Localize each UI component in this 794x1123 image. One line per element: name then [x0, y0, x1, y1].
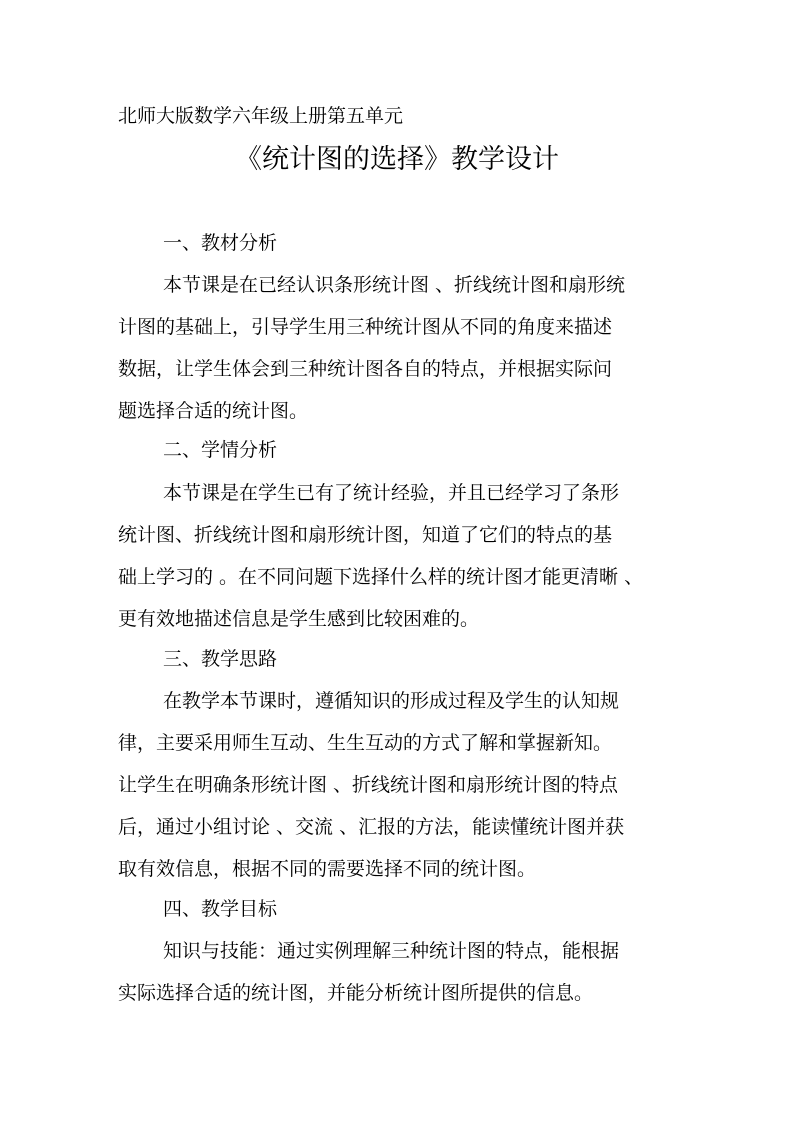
- paragraph-line: 题选择合适的统计图。: [118, 400, 309, 422]
- paragraph-line: 律，主要采用师生互动、生生互动的方式了解和掌握新知。: [118, 732, 613, 754]
- paragraph-line: 数据，让学生体会到三种统计图各自的特点，并根据实际问: [118, 358, 613, 380]
- paragraph-line: 本节课是在已经认识条形统计图 、折线统计图和扇形统: [163, 274, 626, 296]
- paragraph-line: 在教学本节课时，遵循知识的形成过程及学生的认知规: [163, 690, 620, 712]
- paragraph-line: 知识与技能：通过实例理解三种统计图的特点，能根据: [163, 940, 620, 962]
- document-title: 《统计图的选择》教学设计: [235, 144, 559, 175]
- section-heading-teaching-objectives: 四、教学目标: [163, 898, 278, 920]
- section-heading-student-analysis: 二、学情分析: [163, 439, 278, 461]
- paragraph-line: 统计图、折线统计图和扇形统计图，知道了它们的特点的基: [118, 524, 613, 546]
- paragraph-line: 础上学习的 。在不同问题下选择什么样的统计图才能更清晰 、: [118, 566, 644, 588]
- paragraph-line: 计图的基础上，引导学生用三种统计图从不同的角度来描述: [118, 316, 613, 338]
- paragraph-line: 让学生在明确条形统计图 、折线统计图和扇形统计图的特点: [118, 774, 619, 796]
- section-heading-textbook-analysis: 一、教材分析: [163, 232, 278, 254]
- paragraph-line: 后，通过小组讨论 、交流 、汇报的方法，能读懂统计图并获: [118, 816, 625, 838]
- document-subtitle: 北师大版数学六年级上册第五单元: [118, 105, 404, 127]
- paragraph-line: 取有效信息，根据不同的需要选择不同的统计图。: [118, 858, 537, 880]
- paragraph-line: 更有效地描述信息是学生感到比较困难的。: [118, 608, 480, 630]
- section-heading-teaching-approach: 三、教学思路: [163, 648, 278, 670]
- paragraph-line: 实际选择合适的统计图，并能分析统计图所提供的信息。: [118, 982, 594, 1004]
- paragraph-line: 本节课是在学生已有了统计经验，并且已经学习了条形: [163, 482, 620, 504]
